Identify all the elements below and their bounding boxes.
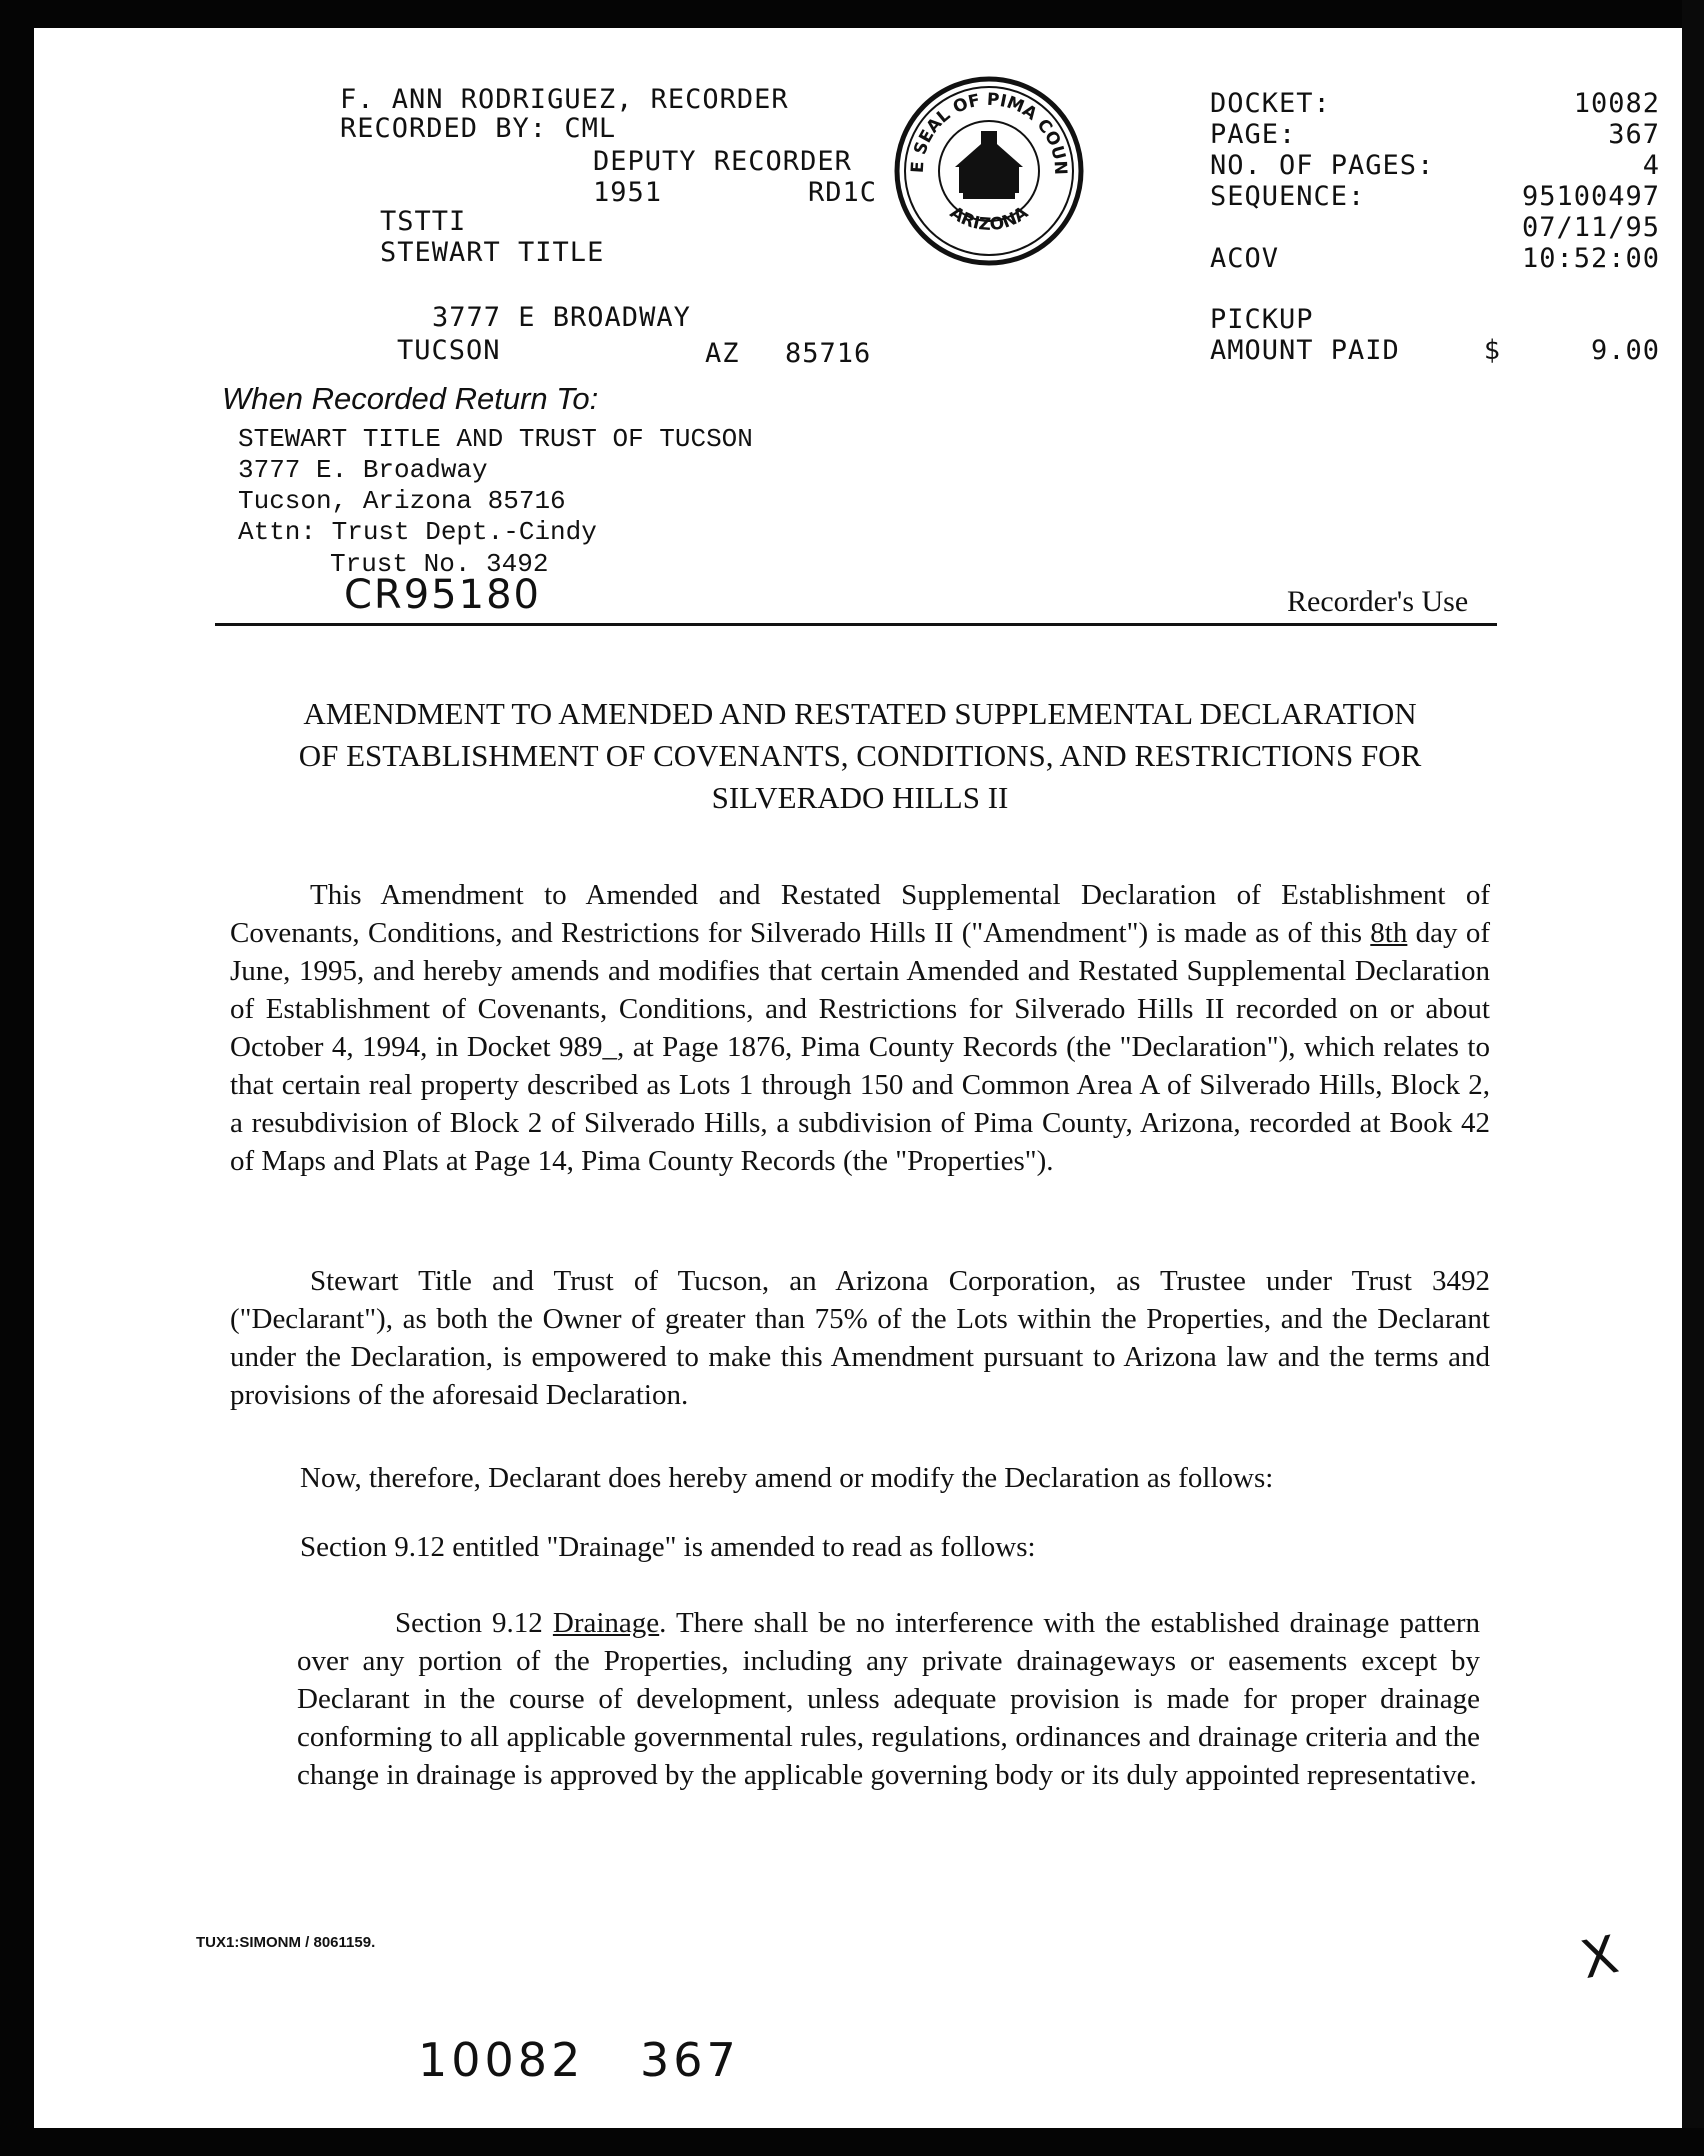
- paragraph-3: Now, therefore, Declarant does hereby amend or modify the Declaration as follows:: [300, 1462, 1274, 1494]
- seal-text-bottom: ARIZONA: [946, 202, 1032, 236]
- pickup-label: PICKUP: [1210, 304, 1314, 335]
- scan-border-top: [0, 0, 1704, 28]
- filer-name: STEWART TITLE: [380, 237, 605, 268]
- title-line-1: AMENDMENT TO AMENDED AND RESTATED SUPPLEMENTAL DECLARATION: [303, 696, 1417, 731]
- header-divider: [215, 623, 1497, 626]
- section-9-12: [297, 1604, 1480, 1794]
- section-number: Section 9.12: [395, 1607, 553, 1639]
- docket-info: [1210, 88, 1660, 366]
- sequence-label: SEQUENCE:: [1210, 181, 1366, 212]
- document-title: [200, 693, 1520, 819]
- docket-value: 10082: [1573, 88, 1660, 119]
- section-heading: Drainage: [552, 1607, 660, 1639]
- filer-zip: 85716: [785, 338, 872, 369]
- scan-border-bottom: [0, 2128, 1704, 2156]
- scan-border-right: [1682, 0, 1704, 2156]
- scan-border-left: [0, 0, 34, 2156]
- deputy-recorder: DEPUTY RECORDER: [593, 146, 852, 177]
- handwritten-reference: CR95180: [344, 572, 541, 618]
- paragraph-1: [230, 876, 1490, 1180]
- return-to-line4: Attn: Trust Dept.-Cindy: [238, 517, 597, 547]
- amount-currency: $: [1483, 335, 1501, 366]
- return-to-line1: STEWART TITLE AND TRUST OF TUCSON: [238, 424, 753, 454]
- paragraph-1-start: This Amendment to Amended and Restated Supplemental Declaration of Establishment of Covenants, Conditions, and Restrictions for Silverado Hills II ("Amendment") is made as of this: [230, 879, 1490, 949]
- return-to-line2: 3777 E. Broadway: [238, 455, 488, 485]
- acov-label: ACOV: [1210, 243, 1280, 274]
- title-line-3: SILVERADO HILLS II: [711, 780, 1009, 815]
- footer-file-code: TUX1:SIMONM / 8061159.: [196, 1934, 376, 1951]
- pages-label: NO. OF PAGES:: [1210, 150, 1435, 181]
- recorded-by: RECORDED BY: CML: [340, 113, 617, 144]
- footer-docket-number: 10082: [418, 2033, 585, 2087]
- sequence-value: 95100497: [1521, 181, 1660, 212]
- pages-value: 4: [1642, 150, 1660, 181]
- handwritten-mark: X: [1576, 1924, 1624, 1992]
- recorder-code-right: RD1C: [808, 177, 878, 208]
- filer-street: 3777 E BROADWAY: [432, 302, 691, 333]
- filer-code: TSTTI: [380, 206, 467, 237]
- recorders-use-label: Recorder's Use: [1287, 585, 1469, 618]
- title-line-2: OF ESTABLISHMENT OF COVENANTS, CONDITIONS, AND RESTRICTIONS FOR: [298, 738, 1422, 773]
- paragraph-2: Stewart Title and Trust of Tucson, an Arizona Corporation, as Trustee under Trust 3492 ("Declarant"), as both the Owner of greater than 75% of the Lots within the Properties, and the Declarant under the Declaration, is empowered to make this Amendment pursuant to Arizona law and the terms and provisions of the aforesaid Declaration.: [230, 1265, 1490, 1411]
- docket-label: DOCKET:: [1210, 88, 1331, 119]
- time-value: 10:52:00: [1521, 243, 1660, 274]
- return-to-line3: Tucson, Arizona 85716: [238, 486, 566, 516]
- recorder-code-left: 1951: [593, 177, 663, 208]
- paragraph-1-rest: day of June, 1995, and hereby amends and modifies that certain Amended and Restated Supplemental Declaration of Establishment of Covenants, Conditions, and Restrictions for Silverado Hills II recorded on or about October 4, 1994, in Docket 989_, at Page 1876, Pima County Records (the "Declaration"), which relates to that certain real property described as Lots 1 through 150 and Common Area A of Silverado Hills, Block 2, a resubdivision of Block 2 of Silverado Hills, a subdivision of Pima County, Arizona, recorded at Book 42 of Maps and Plats at Page 14, Pima County Records (the "Properties").: [230, 917, 1490, 1177]
- footer-page-number: 367: [640, 2033, 740, 2087]
- filer-city: TUCSON: [397, 335, 501, 366]
- date-value: 07/11/95: [1521, 212, 1660, 243]
- page-label: PAGE:: [1210, 119, 1297, 150]
- seal-text-top: E SEAL OF PIMA COUN: [907, 89, 1071, 176]
- page-value: 367: [1608, 119, 1660, 150]
- amount-value: 9.00: [1590, 335, 1660, 366]
- recorder-name: F. ANN RODRIGUEZ, RECORDER: [340, 84, 789, 115]
- amendment-day: 8th: [1370, 917, 1408, 949]
- section-text: . There shall be no interference with the established drainage pattern over any portion of the Properties, including any private drainageways or easements except by Declarant in the course of development, unless adequate provision is made for proper drainage conforming to all applicable governmental rules, regulations, ordinances and drainage criteria and the change in drainage is approved by the applicable governing body or its duly appointed representative.: [297, 1607, 1480, 1791]
- filer-state: AZ: [705, 338, 740, 369]
- paragraph-4: Section 9.12 entitled "Drainage" is amended to read as follows:: [300, 1531, 1036, 1563]
- amount-label: AMOUNT PAID: [1210, 335, 1400, 366]
- pima-county-seal-icon: [893, 75, 1085, 267]
- return-to-line5: Trust No. 3492: [330, 549, 549, 579]
- return-to-title: When Recorded Return To:: [222, 381, 599, 416]
